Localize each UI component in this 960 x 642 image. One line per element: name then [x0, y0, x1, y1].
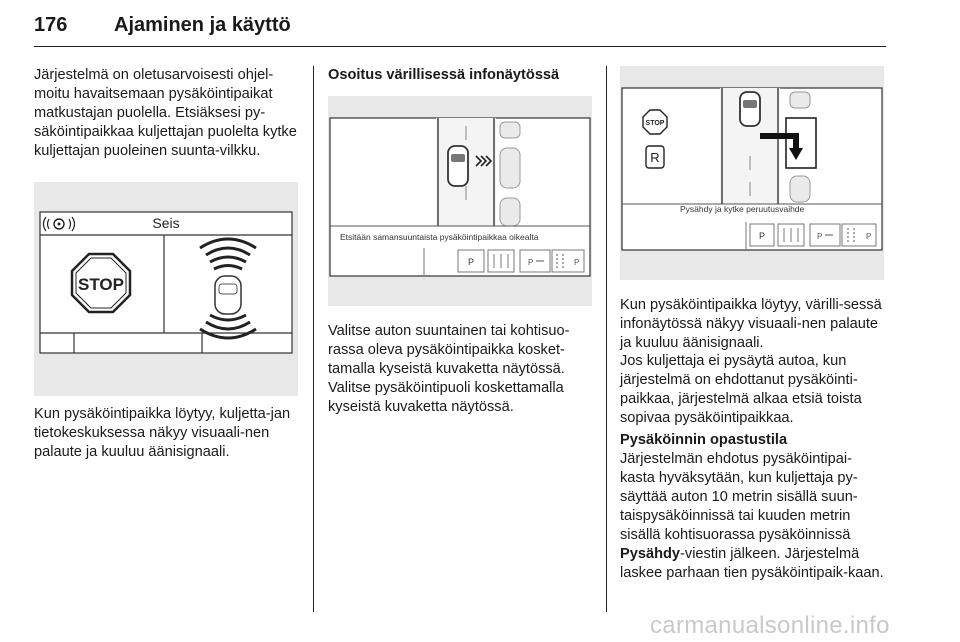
- col2-paragraph-2: Valitse pysäköintipuoli koskettamalla kyseistä kuvaketta näytössä.: [328, 380, 564, 415]
- parking-scene: [436, 118, 520, 226]
- col3-paragraph-2: Jos kuljettaja ei pysäytä autoa, kun järjestelmä on ehdottanut pysäköinti-paikkaa, järjestelmä alkaa etsiä toista sopivaa pysäköintipaikkaa.: [620, 353, 862, 426]
- column-divider-2: [606, 66, 607, 612]
- svg-text:P: P: [758, 231, 766, 241]
- col3-heading: Pysäköinnin opastustila: [620, 432, 788, 448]
- col1-paragraph-1: Järjestelmä on oletusarvoisesti ohjel-moitu havaitsemaan pysäköintipaikat matkustajan puolella. Etsiäksesi py-säköintipaikkaa kuljettajan puolelta kytke kuljettajan puoleinen suunta-vilkku.: [34, 67, 297, 159]
- page-number: 176: [34, 14, 68, 36]
- col3-paragraph-3-end: -viestin jälkeen. Järjestelmä laskee parhaan tien pysäköintipaik-kaan.: [620, 546, 884, 581]
- col2-paragraph-1: Valitse auton suuntainen tai kohtisuo-rassa oleva pysäköintipaikka kosket-tamalla kyseistä kuvaketta näytössä.: [328, 323, 570, 377]
- perpendicular-parking-button[interactable]: [778, 224, 804, 246]
- perpendicular-parking-button[interactable]: [488, 250, 514, 272]
- col3-figure-display: [620, 66, 884, 280]
- parking-scene: [720, 88, 816, 204]
- watermark: carmanualsonline.info: [650, 612, 890, 639]
- stop-icon: [643, 110, 667, 134]
- col3-paragraph-3: [620, 450, 886, 583]
- stop-sign-icon: [72, 254, 130, 312]
- column-divider-1: [313, 66, 314, 612]
- col2-heading: Osoitus värillisessä infonäytössä: [328, 67, 560, 83]
- parking-side-right-button[interactable]: [552, 250, 584, 272]
- header-rule: [34, 46, 886, 47]
- stop-keyword: Pysähdy: [620, 546, 681, 562]
- parking-side-left-button[interactable]: [810, 224, 840, 246]
- parallel-parking-button[interactable]: [458, 250, 484, 272]
- col3-paragraph-3-text: Järjestelmän ehdotus pysäköintipai-kasta hyväksytään, kun kuljettaja py-säyttää auton 10 metrin sisällä suun-taispysäköinnissä tai kuuden metrin sisällä kohtisuorassa pysäköinnissä: [620, 451, 858, 543]
- page-header: [34, 6, 886, 46]
- reverse-gear-icon: [646, 146, 664, 168]
- parking-side-left-button[interactable]: [520, 250, 550, 272]
- svg-text:R: R: [650, 150, 660, 165]
- svg-text:STOP: STOP: [645, 120, 665, 127]
- svg-text:P: P: [467, 257, 475, 267]
- svg-text:P: P: [866, 232, 872, 241]
- col1-figure-display: [34, 182, 298, 396]
- page-title: Ajaminen ja käyttö: [114, 14, 291, 36]
- svg-text:P: P: [574, 258, 580, 267]
- stop-message: Pysähdy ja kytke peruutusvaihde: [680, 204, 805, 214]
- col1-paragraph-2: Kun pysäköintipaikka löytyy, kuljetta-jan tietokeskuksessa näkyy visuaali-nen palaute ja kuuluu äänisignaali.: [34, 406, 291, 460]
- search-message: Etsitään samansuuntaista pysäköintipaikkaa oikealta: [340, 232, 539, 242]
- svg-text:P: P: [528, 258, 534, 267]
- svg-text:P: P: [817, 232, 823, 241]
- col3-paragraph-1: Kun pysäköintipaikka löytyy, värilli-sessä infonäytössä näkyy visuaali-nen palaute ja kuuluu äänisignaali.: [620, 297, 882, 351]
- parallel-parking-button[interactable]: [750, 224, 774, 246]
- col2-figure-display: [328, 96, 592, 306]
- svg-text:STOP: STOP: [78, 275, 124, 294]
- display-title: Seis: [152, 215, 180, 231]
- parking-side-right-button[interactable]: [842, 224, 876, 246]
